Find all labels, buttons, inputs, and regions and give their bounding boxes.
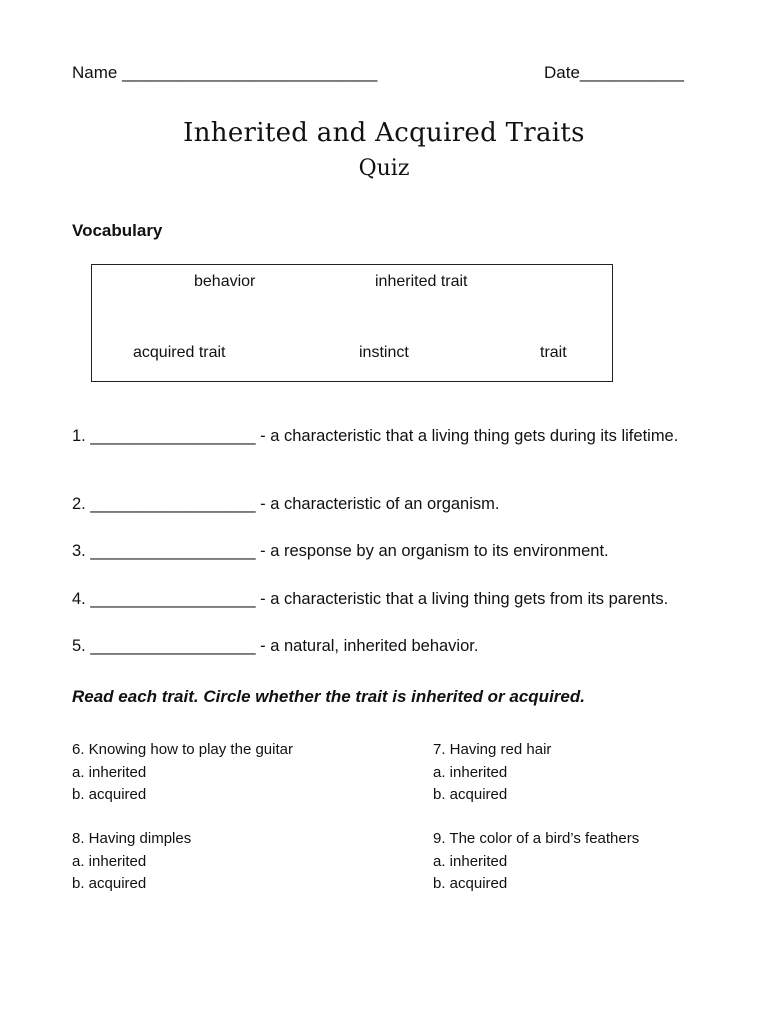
- definition-text: - a characteristic of an organism.: [255, 495, 500, 513]
- word-bank-item: instinct: [359, 344, 409, 361]
- word-bank-item: trait: [540, 344, 567, 361]
- word-bank-item: behavior: [194, 273, 256, 290]
- definition-number: 4.: [72, 590, 86, 608]
- option-acquired[interactable]: b. acquired: [72, 875, 147, 892]
- page-title: Inherited and Acquired Traits: [183, 118, 585, 148]
- definition-text: - a natural, inherited behavior.: [255, 637, 479, 655]
- definition-number: 5.: [72, 637, 86, 655]
- word-bank-item: acquired trait: [133, 344, 226, 361]
- answer-blank[interactable]: __________________: [90, 590, 256, 608]
- trait-question-text: 7. Having red hair: [433, 741, 552, 758]
- option-inherited[interactable]: a. inherited: [433, 763, 508, 781]
- trait-question-text: 8. Having dimples: [72, 830, 192, 847]
- answer-blank[interactable]: __________________: [90, 542, 256, 560]
- option-inherited[interactable]: a. inherited: [72, 763, 147, 781]
- option-inherited[interactable]: a. inherited: [72, 852, 147, 870]
- definition-item-1: [72, 424, 712, 448]
- option-inherited[interactable]: a. inherited: [433, 852, 508, 870]
- trait-question-text: 9. The color of a bird’s feathers: [433, 830, 640, 847]
- name-field-line[interactable]: Name ___________________________: [72, 63, 378, 82]
- trait-question-7: [433, 739, 551, 807]
- answer-blank[interactable]: __________________: [90, 495, 256, 513]
- definition-item-5: [72, 637, 478, 656]
- option-acquired[interactable]: b. acquired: [72, 786, 147, 803]
- answer-blank[interactable]: __________________: [90, 427, 256, 445]
- trait-question-9: [433, 828, 639, 896]
- page-subtitle: Quiz: [358, 156, 410, 181]
- trait-question-text: 6. Knowing how to play the guitar: [72, 741, 293, 758]
- definition-text: - a characteristic that a living thing gets during its lifetime.: [255, 427, 679, 445]
- option-acquired[interactable]: b. acquired: [433, 875, 508, 892]
- definition-number: 3.: [72, 542, 86, 560]
- word-bank-box: [91, 264, 613, 382]
- date-field-line[interactable]: Date___________: [544, 63, 684, 82]
- definition-item-4: [72, 590, 668, 609]
- definition-item-3: [72, 542, 609, 561]
- word-bank-item: inherited trait: [375, 273, 468, 290]
- definition-number: 1.: [72, 427, 86, 445]
- circle-instructions: Read each trait. Circle whether the trait is inherited or acquired.: [72, 687, 585, 706]
- definition-number: 2.: [72, 495, 86, 513]
- trait-question-8: [72, 828, 191, 896]
- option-acquired[interactable]: b. acquired: [433, 786, 508, 803]
- definition-text: - a response by an organism to its environment.: [255, 542, 609, 560]
- vocabulary-heading: Vocabulary: [72, 221, 163, 240]
- definition-item-2: [72, 495, 499, 514]
- answer-blank[interactable]: __________________: [90, 637, 256, 655]
- trait-question-6: [72, 739, 293, 807]
- definition-text: - a characteristic that a living thing gets from its parents.: [255, 590, 669, 608]
